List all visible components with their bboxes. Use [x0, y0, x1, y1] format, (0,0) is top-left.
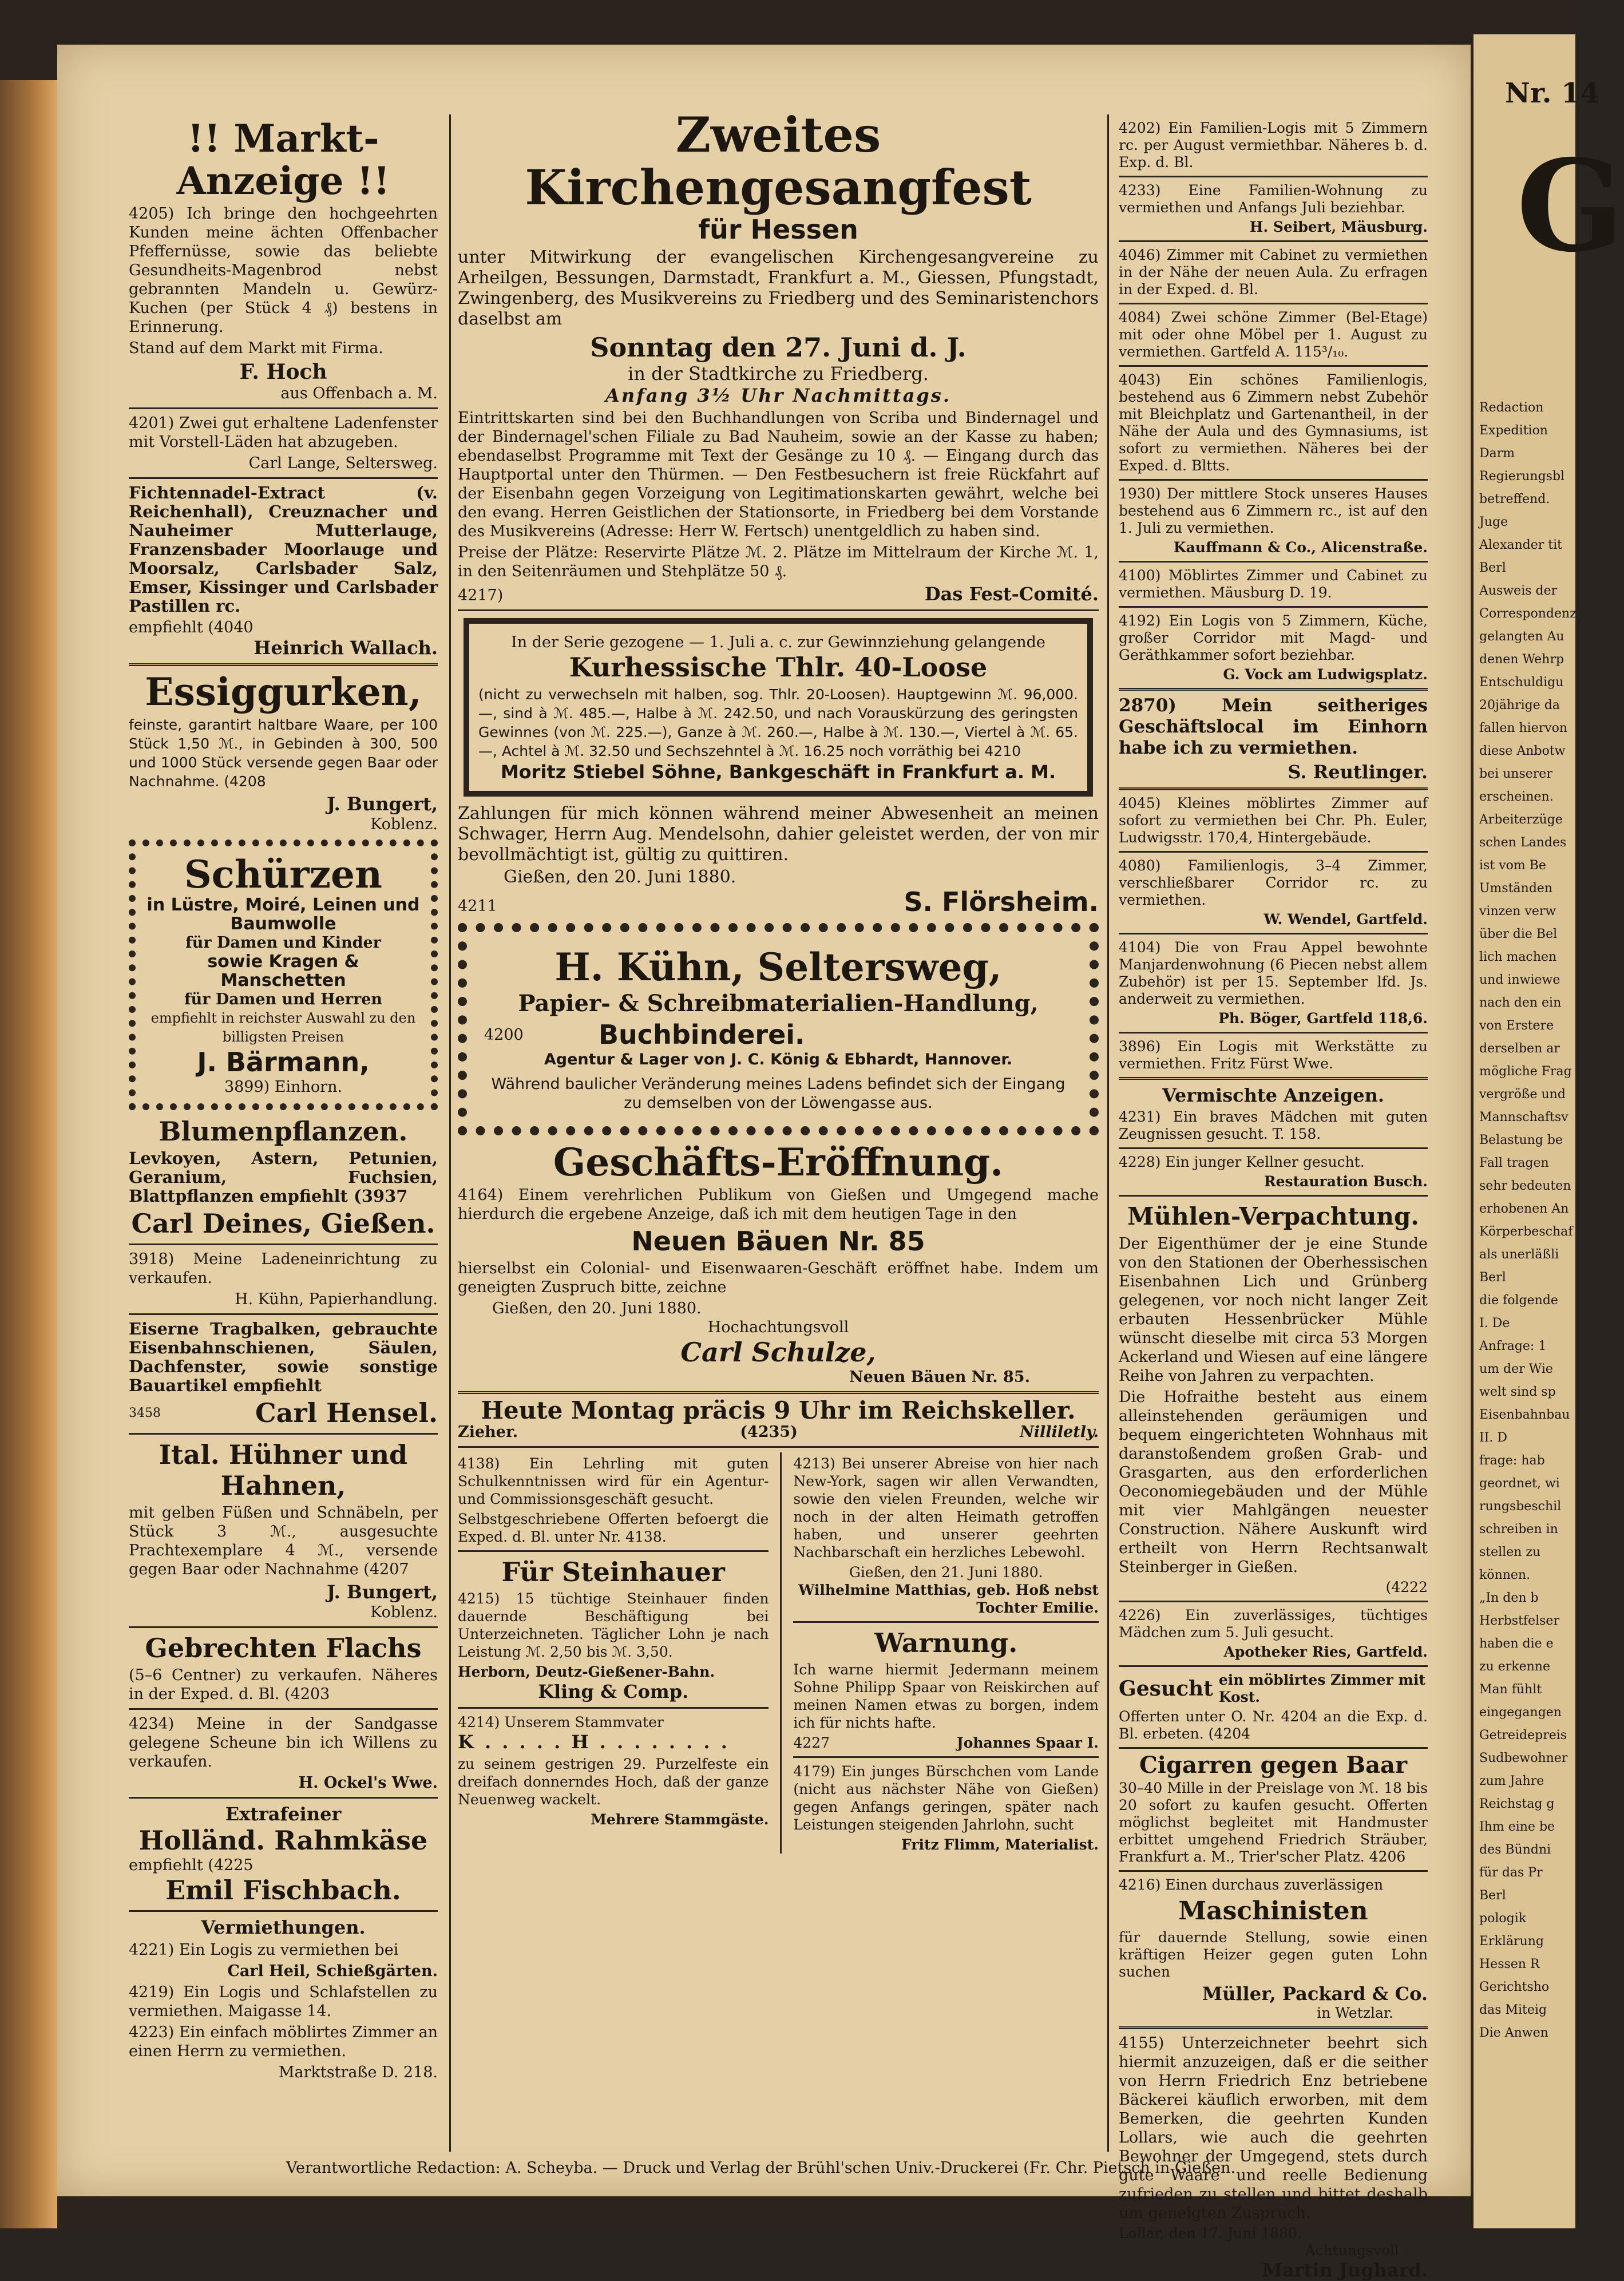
kirchengesangfest-title: Zweites Kirchengesangfest: [525, 106, 1032, 216]
ad-text: Agentur & Lager von J. C. König & Ebhardt, Hannover.: [544, 1051, 1013, 1068]
ad-text: ein möblirtes Zimmer mit Kost.: [1218, 1672, 1426, 1705]
adjacent-page-line: Erklärung: [1479, 1934, 1544, 1949]
divider: [1119, 240, 1428, 242]
adjacent-page-line: Mannschaftsv: [1479, 1110, 1568, 1124]
ad-text: Herborn, Deutz-Gießener-Bahn.: [458, 1664, 715, 1680]
ad-text: 2870) Mein seitheriges Geschäftslocal im Einhorn habe ich zu vermiethen.: [1119, 695, 1428, 758]
ad-text: 4216) Einen durchaus zuverlässigen: [1119, 1876, 1384, 1893]
divider: [129, 1433, 438, 1435]
ad-text: Achtungsvoll: [1305, 2242, 1399, 2259]
ad-signature: W. Wendel, Gartfeld.: [1263, 911, 1428, 928]
ad-text: 4045) Kleines möblirtes Zimmer auf sofort zu vermiethen bei Chr. Ph. Euler, Ludwigsstr. 170,4, Hintergebäude.: [1119, 795, 1428, 846]
divider: [458, 1391, 1099, 1394]
divider: [129, 663, 438, 666]
ad-number: (4235): [740, 1423, 798, 1441]
adjacent-page-line: schreiben in: [1479, 1522, 1558, 1536]
divider: [129, 1626, 438, 1628]
adjacent-page-line: lich machen: [1479, 950, 1557, 964]
ad-date: Gießen, den 20. Juni 1880.: [492, 1300, 702, 1317]
ad-signature: J. Bungert,: [326, 793, 438, 815]
ad-signature: H. Seibert, Mäusburg.: [1249, 219, 1428, 235]
adjacent-page-line: zu erkenne: [1479, 1660, 1550, 1674]
ad-text: 4084) Zwei schöne Zimmer (Bel-Etage) mit oder ohne Möbel per 1. August zu vermiethen. Gartfeld A. 115³/₁₀.: [1119, 309, 1428, 360]
ad-number: 3458: [129, 1405, 161, 1420]
ad-signature: Mehrere Stammgäste.: [591, 1811, 769, 1828]
ad-text: 4192) Ein Logis von 5 Zimmern, Küche, großer Corridor mit Magd- und Geräthkammer sofort beziehbar.: [1119, 612, 1428, 663]
adjacent-page-line: für das Pr: [1479, 1866, 1543, 1880]
adjacent-page-line: Alexander tit: [1479, 538, 1562, 552]
adjacent-page-line: frage: hab: [1479, 1454, 1545, 1468]
divider: [1119, 606, 1428, 608]
ad-text: empfiehlt (4225: [129, 1856, 253, 1874]
ad-signature: Moritz Stiebel Söhne, Bankgeschäft in Frankfurt a. M.: [500, 761, 1056, 783]
adjacent-page-line: um der Wie: [1479, 1362, 1553, 1376]
adjacent-page-line: nach den ein: [1479, 996, 1562, 1010]
ad-text: 4164) Einem verehrlichen Publikum von Gießen und Umgegend mache hierdurch die ergebene Anzeige, daß ich mit dem heutigen Tage in den: [458, 1186, 1099, 1223]
ad-place: 3899) Einhorn.: [224, 1078, 343, 1096]
column-1: [129, 117, 438, 2082]
ad-text: für Damen und Kinder: [185, 934, 381, 952]
divider: [1119, 787, 1428, 790]
adjacent-page-line: Anfrage: 1: [1479, 1339, 1547, 1353]
adjacent-page-line: Arbeiterzüge: [1479, 813, 1563, 827]
ad-text: 4104) Die von Frau Appel bewohnte Manjardenwohnung (6 Piecen nebst allem Zubehör) ist per 15. September lfd. Js. anderweit zu vermiethen.: [1119, 939, 1428, 1007]
ad-text: 4080) Familienlogis, 3–4 Zimmer, verschließbarer Corridor rc. zu vermiethen.: [1119, 857, 1428, 908]
ad-text: Fichtennadel-Extract (v. Reichenhall), Creuznacher und Nauheimer Mutterlauge, Franzensbader Moorlauge und Moorsalz, Carlsbader Salz, Emser, Kissinger und Carlsbader Pastillen rc.: [129, 483, 438, 616]
divider: [1119, 1747, 1428, 1749]
divider: [1119, 479, 1428, 481]
ad-signature: Johannes Spaar I.: [956, 1734, 1099, 1751]
ad-place: Marktstraße D. 218.: [278, 2064, 438, 2081]
ad-text: Zieher.: [458, 1423, 518, 1441]
ad-text: (5–6 Centner) zu verkaufen. Näheres in der Exped. d. Bl. (4203: [129, 1666, 438, 1703]
muehlen-title: Mühlen-Verpachtung.: [1127, 1202, 1419, 1230]
ad-text: Während baulicher Veränderung meines Ladens befindet sich der Eingang zu demselben von der Löwengasse aus.: [491, 1075, 1065, 1112]
adjacent-page-line: Hessen R: [1479, 1957, 1540, 1971]
ad-text: Offerten unter O. Nr. 4204 an die Exp. d. Bl. erbeten. (4204: [1119, 1708, 1428, 1742]
ad-text: (nicht zu verwechseln mit halben, sog. Thlr. 20-Loosen). Hauptgewinn ℳ. 96,000.—, sind à ℳ. 485.—, Halbe à ℳ. 242.50, und nach Vorauskürzung des geringsten Gewinnes (von ℳ. 225.—), Ganze à ℳ. 260.—, Halbe à ℳ. 130.—, Viertel à ℳ. 65.—, Achtel à ℳ. 32.50 und Sechszehntel à ℳ. 16.25 noch vorräthig bei 4210: [478, 686, 1078, 759]
vermischte-title: Vermischte Anzeigen.: [1162, 1084, 1385, 1106]
adjacent-page-line: Darm: [1479, 446, 1515, 461]
adjacent-page-line: II. D: [1479, 1431, 1508, 1445]
adjacent-page-line: Sudbewohner: [1479, 1751, 1568, 1765]
ad-signature: Wilhelmine Matthias, geb. Hoß nebst Tochter Emilie.: [798, 1582, 1099, 1616]
divider: [1119, 688, 1428, 691]
adjacent-page-line: Correspondenz: [1479, 607, 1577, 621]
book-spine-edge: [0, 80, 57, 2228]
adjacent-page-line: zum Jahre: [1479, 1774, 1544, 1788]
ad-text: 3918) Meine Ladeneinrichtung zu verkaufen.: [129, 1250, 438, 1287]
adjacent-page-line: Berl: [1479, 1888, 1506, 1903]
cigarren-title: Cigarren gegen Baar: [1139, 1752, 1408, 1779]
divider: [1119, 1147, 1428, 1149]
divider: [1119, 561, 1428, 563]
divider: [458, 609, 1099, 611]
adjacent-page-line: Juge: [1479, 515, 1508, 529]
divider: [129, 477, 438, 479]
kuehn-title: H. Kühn, Seltersweg,: [554, 945, 1002, 989]
ad-signature: S. Reutlinger.: [1288, 761, 1428, 783]
ad-date: Gießen, den 21. Juni 1880.: [849, 1564, 1043, 1581]
divider: [129, 1244, 438, 1245]
adjacent-page-number: Nr. 14: [1505, 77, 1599, 109]
adjacent-page-line: Umständen: [1479, 881, 1553, 896]
adjacent-page-line: Regierungsbl: [1479, 469, 1565, 484]
adjacent-page-line: vergröße und: [1479, 1087, 1566, 1102]
column-2-right: [793, 1452, 1099, 1854]
ad-text: empfiehlt in reichster Auswahl zu den billigsten Preisen: [150, 1010, 416, 1045]
ad-text: Eintrittskarten sind bei den Buchhandlungen von Scriba und Bindernagel und der Bindernagel'schen Filiale zu Bad Nauheim, sowie an der Kasse zu haben; ebendaselbst Programme mit Text der Gesänge zu 10 ₰. — Eingang durch das Hauptportal unter den Thürmen. — Den Festbesuchern ist freie Rückfahrt auf der Eisenbahn gegen Vorzeigung von Legitimationskarten gewährt, welche bei den evang. Herren Geistlichen der Stationsorte, in Friedberg bei dem Vorstande des Musikvereins (Adresse: Herr W. Fertsch) unentgeldlich zu haben sind.: [458, 409, 1099, 540]
ad-signature: Ph. Böger, Gartfeld 118,6.: [1218, 1010, 1428, 1027]
ad-text: Selbstgeschriebene Offerten befoergt die Exped. d. Bl. unter Nr. 4138.: [458, 1511, 769, 1545]
ad-text: feinste, garantirt haltbare Waare, per 100 Stück 1,50 ℳ., in Gebinden à 300, 500 und 1000 Stück versende gegen Baar oder Nachnahme. (4208: [129, 716, 438, 790]
ad-signature: Nilliletly.: [1020, 1423, 1099, 1441]
ad-text: 4046) Zimmer mit Cabinet zu vermiethen in der Nähe der neuen Aula. Zu erfragen in der Exped. d. Bl.: [1119, 247, 1428, 298]
ad-signature: Carl Heil, Schießgärten.: [227, 1962, 438, 1980]
ad-text: 4202) Ein Familien-Logis mit 5 Zimmern rc. per August vermiethbar. Näheres b. d. Exp. d. Bl.: [1119, 120, 1428, 171]
divider: [1119, 303, 1428, 304]
ad-place: Koblenz.: [370, 815, 438, 833]
adjacent-page-line: das Miteig: [1479, 2003, 1547, 2017]
ad-text: 4179) Ein junges Bürschchen vom Lande (nicht aus nächster Nähe von Gießen) gegen Anfangs geringen, später nach Leistungen steigenden Jahrlohn, sucht: [793, 1763, 1099, 1833]
ad-place: Neuen Bäuen Nr. 85.: [849, 1368, 1030, 1386]
ad-signature: Carl Deines, Gießen.: [131, 1208, 435, 1239]
adjacent-page-line: Berl: [1479, 1270, 1506, 1285]
ad-text: für Damen und Herren: [184, 991, 383, 1008]
ad-date: Lollar, den 17. Juni 1880.: [1119, 2225, 1302, 2242]
ad-signature: F. Hoch: [239, 360, 327, 384]
ad-number: 4211: [458, 897, 497, 915]
adjacent-page-line: diese Anbotw: [1479, 744, 1566, 758]
ad-text: 4100) Möblirtes Zimmer und Cabinet zu vermiethen. Mäusburg D. 19.: [1119, 567, 1428, 601]
ad-signature: Carl Lange, Seltersweg.: [248, 454, 438, 472]
divider: [129, 1910, 438, 1912]
ad-text: K . . . . . H . . . . . . . .: [458, 1731, 730, 1753]
adjacent-page-line: des Bündni: [1479, 1843, 1551, 1857]
adjacent-page-line: bei unserer: [1479, 767, 1552, 781]
divider: [129, 407, 438, 409]
adjacent-page-line: fallen hiervon: [1479, 721, 1568, 735]
adjacent-page-line: Redaction: [1479, 401, 1544, 415]
ad-text: 4155) Unterzeichneter beehrt sich hiermit anzuzeigen, daß er die seither von Herrn Friedrich Enz betriebene Bäckerei käuflich erworben, mit dem Bemerken, die geehrten Kunden Lollars, wie auch die geehrten Bewohner der Umgegend, stets durch gute Waare und reelle Bedienung zufrieden zu stellen und bittet deshalb um geneigten Zuspruch.: [1119, 2034, 1428, 2222]
ad-text: 1930) Der mittlere Stock unseres Hauses bestehend aus 6 Zimmern rc., ist auf den 1. Juli zu vermiethen.: [1119, 485, 1428, 536]
divider: [1119, 851, 1428, 853]
imprint-footer: Verantwortliche Redaction: A. Scheyba. — Druck und Verlag der Brühl'schen Univ.-Druckerei (Fr. Chr. Pietsch in Gießen.: [286, 2159, 1236, 2177]
divider: [1119, 176, 1428, 177]
ad-text: In der Serie gezogene — 1. Juli a. c. zur Gewinnziehung gelangende: [511, 633, 1045, 651]
ad-signature: S. Flörsheim.: [904, 886, 1099, 917]
divider: [458, 1550, 769, 1552]
ad-place: aus Offenbach a. M.: [280, 385, 438, 402]
adjacent-page-line: Reichstag g: [1479, 1797, 1555, 1811]
ad-text: Die Hofraithe besteht aus einem alleinstehenden geräumigen und bequem eingerichteten Wohnhaus mit daranstoßendem großen Grab- und Grasgarten, aus den erforderlichen Oeconomiegebäuden und der Mühle mit vier Mahlgängen neuester Construction. Nähere Auskunft wird ertheilt von Herrn Rechtsanwalt Steinberger in Gießen.: [1119, 1388, 1428, 1576]
adjacent-page-line: können.: [1479, 1568, 1531, 1582]
ad-text: zu seinem gestrigen 29. Purzelfeste ein dreifach donnerndes Hoch, daß der ganze Neuenweg wackelt.: [458, 1756, 769, 1808]
ad-signature: Kauffmann & Co., Alicenstraße.: [1173, 539, 1428, 556]
ad-text: Zahlungen für mich können während meiner Abwesenheit an meinen Schwager, Herrn Aug. Mendelsohn, dahier geleistet werden, der von mir bevollmächtigt ist, gültig zu quittiren.: [458, 803, 1099, 865]
divider: [129, 1708, 438, 1710]
rahmkaese-title: Holländ. Rahmkäse: [138, 1825, 428, 1856]
schuerzen-ad-frame: [129, 839, 438, 1110]
adjacent-page-line: als unerläßli: [1479, 1248, 1559, 1262]
loose-ad-box: [464, 618, 1093, 797]
ad-text: Preise der Plätze: Reservirte Plätze ℳ. 2. Plätze im Mittelraum der Kirche ℳ. 1, in den Seitenräumen und Stehplätze 50 ₰.: [458, 544, 1099, 580]
ad-text: Hochachtungsvoll: [707, 1318, 849, 1336]
ad-text: 4221) Ein Logis zu vermiethen bei: [129, 1941, 399, 1959]
ad-text: hierselbst ein Colonial- und Eisenwaaren-Geschäft eröffnet habe. Indem um geneigten Zuspruch bitte, zeichne: [458, 1260, 1099, 1296]
ad-text: 4215) 15 tüchtige Steinhauer finden dauernde Beschäftigung bei Unterzeichneten. Täglicher Lohn je nach Leistung ℳ. 2,50 bis ℳ. 3,50.: [458, 1590, 769, 1660]
column-2: [458, 106, 1099, 1854]
maschinisten-title: Maschinisten: [1178, 1896, 1368, 1926]
adjacent-page-line: rungsbeschil: [1479, 1499, 1562, 1514]
divider: [1119, 2026, 1428, 2029]
ad-text: 3896) Ein Logis mit Werkstätte zu vermiethen. Fritz Fürst Wwe.: [1119, 1038, 1428, 1072]
flachs-title: Gebrechten Flachs: [145, 1633, 422, 1664]
ad-signature: J. Bärmann,: [197, 1047, 370, 1078]
column-2-left: [458, 1452, 769, 1854]
adjacent-page-line: Fall tragen: [1479, 1156, 1549, 1170]
ad-text: Ich warne hiermit Jedermann meinem Sohne Philipp Spaar von Reiskirchen auf meinen Namen etwas zu borgen, indem ich für nichts hafte.: [793, 1661, 1099, 1731]
divider: [129, 1797, 438, 1799]
ad-signature: Restauration Busch.: [1263, 1173, 1428, 1190]
ad-signature: Das Fest-Comité.: [924, 583, 1099, 605]
adjacent-page-line: von Erstere: [1479, 1019, 1554, 1033]
adjacent-page-line: erscheinen.: [1479, 790, 1554, 804]
divider: [1119, 1870, 1428, 1872]
ad-number: (4222: [1385, 1579, 1428, 1595]
divider: [793, 1756, 1099, 1758]
adjacent-page-line: welt sind sp: [1479, 1385, 1556, 1399]
adjacent-page-line: gelangten Au: [1479, 629, 1564, 644]
ad-text: 4138) Ein Lehrling mit guten Schulkenntnissen wird für ein Agentur- und Commissionsgeschäft gesucht.: [458, 1455, 769, 1507]
adjacent-page-line: sehr bedeuten: [1479, 1179, 1571, 1193]
ad-text: Eiserne Tragbalken, gebrauchte Eisenbahnschienen, Säulen, Dachfenster, sowie sonstige Bauartikel empfiehlt: [129, 1319, 438, 1395]
kuehn-ad-frame: [458, 923, 1099, 1135]
markt-anzeige-title: !! Markt-Anzeige !!: [176, 116, 390, 203]
fest-place: in der Stadtkirche zu Friedberg.: [628, 363, 929, 385]
loose-title: Kurhessische Thlr. 40-Loose: [569, 652, 988, 683]
ad-text: 4234) Meine in der Sandgasse gelegene Scheune bin ich Willens zu verkaufen.: [129, 1715, 438, 1771]
adjacent-page-line: Die Anwen: [1479, 2026, 1548, 2040]
divider: [1119, 1077, 1428, 1080]
divider: [1119, 365, 1428, 367]
ad-address: Neuen Bäuen Nr. 85: [631, 1226, 925, 1257]
adjacent-page-line: denen Wehrp: [1479, 652, 1564, 667]
adjacent-page-line: und inwiewe: [1479, 973, 1560, 987]
adjacent-page-line: Berl: [1479, 561, 1506, 575]
kirchengesangfest-subtitle: für Hessen: [698, 214, 858, 245]
adjacent-page-line: über die Bel: [1479, 927, 1558, 941]
column-rule-1: [449, 114, 451, 2152]
divider: [129, 1313, 438, 1315]
ad-place: in Wetzlar.: [1317, 2005, 1393, 2021]
ad-text: 4219) Ein Logis und Schlafstellen zu vermiethen. Maigasse 14.: [129, 1983, 438, 2020]
ad-text: Extrafeiner: [225, 1803, 342, 1825]
ad-text: 4231) Ein braves Mädchen mit guten Zeugnissen gesucht. T. 158.: [1119, 1108, 1428, 1142]
ad-text: unter Mitwirkung der evangelischen Kirchengesangvereine zu Arheilgen, Bessungen, Darmstadt, Frankfurt a. M., Giessen, Pfungstadt, Zwingenberg, des Musikvereins zu Friedberg und des Seminaristenchors daselbst am: [458, 247, 1099, 329]
vermiethungen-title: Vermiethungen.: [201, 1916, 366, 1938]
adjacent-page-line: Ihm eine be: [1479, 1820, 1555, 1834]
ad-number: 4217): [458, 587, 504, 604]
essiggurken-title: Essiggurken,: [145, 670, 422, 714]
adjacent-page-line: 20jährige da: [1479, 698, 1560, 712]
adjacent-page-line: ist vom Be: [1479, 858, 1546, 873]
adjacent-page-line: eingegangen: [1479, 1705, 1562, 1720]
fest-time: Anfang 3½ Uhr Nachmittags.: [605, 385, 951, 406]
adjacent-page-line: stellen zu: [1479, 1545, 1541, 1559]
ad-signature: Müller, Packard & Co.: [1202, 1983, 1428, 2005]
adjacent-page-line: Man fühlt: [1479, 1682, 1542, 1697]
adjacent-page-line: „In den b: [1479, 1591, 1539, 1605]
adjacent-page-line: Eisenbahnbau: [1479, 1408, 1570, 1422]
ad-text: Der Eigenthümer der je eine Stunde von den Stationen der Oberhessischen Eisenbahnen Lich und Grünberg gelegenen, vor noch nicht langer Zeit erbauten Hessenbrücker Mühle wünscht dieselbe mit circa 53 Morgen Ackerland und Wiesen auf eine längere Reihe von Jahren zu verpachten.: [1119, 1235, 1428, 1385]
ad-text: 4233) Eine Familien-Wohnung zu vermiethen und Anfangs Juli beziehbar.: [1119, 182, 1428, 216]
ad-signature: H. Kühn, Papierhandlung.: [235, 1290, 438, 1308]
adjacent-page-line: schen Landes: [1479, 835, 1567, 850]
column-rule-2: [1107, 114, 1109, 2152]
ad-text: 4226) Ein zuverlässiges, tüchtiges Mädchen zum 5. Juli gesucht.: [1119, 1607, 1428, 1641]
adjacent-page-line: haben die e: [1479, 1637, 1554, 1651]
adjacent-page-line: Ausweis der: [1479, 584, 1558, 598]
ad-signature: G. Vock am Ludwigsplatz.: [1223, 666, 1428, 683]
ad-signature: Martin Jughard.: [1262, 2259, 1428, 2281]
ad-place: Koblenz.: [370, 1603, 438, 1621]
ad-text: Papier- & Schreibmaterialien-Handlung,: [518, 990, 1039, 1017]
adjacent-page-line: die folgende: [1479, 1293, 1558, 1308]
schuerzen-title: Schürzen: [184, 852, 383, 897]
adjacent-page-line: Entschuldigu: [1479, 675, 1564, 690]
ad-text: mit gelben Füßen und Schnäbeln, per Stück 3 ℳ., ausgesuchte Prachtexemplare 4 ℳ., versende gegen Baar oder Nachnahme (4207: [129, 1504, 438, 1578]
inner-rule: [780, 1452, 782, 1854]
gesucht-title: Gesucht: [1119, 1677, 1213, 1701]
ad-signature: J. Bungert,: [326, 1581, 438, 1603]
ad-signature: Fritz Flimm, Materialist.: [901, 1836, 1099, 1853]
warnung-title: Warnung.: [874, 1627, 1018, 1658]
adjacent-page-line: Expedition: [1479, 423, 1548, 438]
ad-text: 30–40 Mille in der Preislage von ℳ. 18 bis 20 sofort zu kaufen gesucht. Offerten möglichst begleitet mit Handmuster erbittet umgehend Friedrich Sträuber, Frankfurt a. M., Trier'scher Platz. 4206: [1119, 1780, 1428, 1865]
adjacent-page-line: derselben ar: [1479, 1042, 1560, 1056]
divider: [1119, 1032, 1428, 1033]
ad-text: 4043) Ein schönes Familienlogis, bestehend aus 6 Zimmern nebst Zubehör mit Bleichplatz und Gartenantheil, in der Nähe der Aula und des Gymnasiums, ist sofort zu vermiethen. Näheres bei der Exped. d. Bltts.: [1119, 371, 1428, 474]
divider: [1119, 933, 1428, 934]
adjacent-page-line: betreffend.: [1479, 492, 1550, 506]
masthead-letter-fragment: G: [1516, 132, 1624, 280]
ad-text: 4213) Bei unserer Abreise von hier nach New-York, sagen wir allen Verwandten, sowie den vielen Freunden, welche wir noch in der alten Heimath getroffen haben, und unserer geehrten Nachbarschaft ein herzliches Lebewohl.: [793, 1455, 1099, 1561]
ad-signature: Kling & Comp.: [538, 1681, 689, 1702]
adjacent-page-line: Herbstfelser: [1479, 1614, 1559, 1628]
adjacent-page-line: mögliche Frag: [1479, 1064, 1572, 1079]
ad-number: 4200: [484, 1025, 524, 1044]
ad-text: 4205) Ich bringe den hochgeehrten Kunden meine ächten Offenbacher Pfeffernüsse, sowie das beliebte Gesundheits-Magenbrod nebst gebrannten Mandeln u. Gewürz-Kuchen (per Stück 4 ₰) bestens in Erinnerung.: [129, 205, 438, 336]
blumenpflanzen-title: Blumenpflanzen.: [159, 1116, 408, 1147]
adjacent-page-line: Belastung be: [1479, 1133, 1563, 1147]
steinhauer-title: Für Steinhauer: [501, 1557, 725, 1587]
adjacent-page-line: erhobenen An: [1479, 1202, 1569, 1216]
ad-signature: Heinrich Wallach.: [253, 637, 438, 659]
ad-text: 4214) Unserem Stammvater: [458, 1714, 664, 1730]
adjacent-page-line: Gerichtsho: [1479, 1980, 1550, 1994]
divider: [1119, 1195, 1428, 1197]
column-3: [1119, 117, 1428, 2281]
ad-text: Buchbinderei.: [599, 1019, 805, 1050]
ad-text: 4223) Ein einfach möblirtes Zimmer an einen Herrn zu vermiethen.: [129, 2023, 438, 2060]
ad-signature: Carl Schulze,: [680, 1337, 876, 1368]
ad-text: Levkoyen, Astern, Petunien, Geranium, Fuchsien, Blattpflanzen empfiehlt (3937: [129, 1149, 438, 1206]
divider: [458, 1446, 1099, 1448]
divider: [1119, 1665, 1428, 1667]
ad-text: für dauernde Stellung, sowie einen kräftigen Heizer gegen guten Lohn suchen: [1119, 1929, 1428, 1980]
divider: [793, 1621, 1099, 1623]
adjacent-page-line: pologik: [1479, 1911, 1527, 1926]
ad-signature: Apotheker Ries, Gartfeld.: [1223, 1644, 1428, 1660]
adjacent-page-line: geordnet, wi: [1479, 1476, 1560, 1491]
ad-text: in Lüstre, Moiré, Leinen und Baumwolle: [146, 895, 420, 934]
divider: [1119, 1601, 1428, 1602]
geschaefts-eroeffnung-title: Geschäfts-Eröffnung.: [553, 1140, 1004, 1185]
ad-text: sowie Kragen & Manschetten: [207, 952, 359, 991]
adjacent-page-line: vinzen verw: [1479, 904, 1556, 918]
ad-text: empfiehlt (4040: [129, 619, 253, 636]
ad-text: 4201) Zwei gut erhaltene Ladenfenster mit Vorstell-Läden hat abzugeben.: [129, 414, 438, 451]
ad-signature: H. Ockel's Wwe.: [298, 1774, 438, 1792]
adjacent-page-line: Körperbeschaf: [1479, 1225, 1573, 1239]
ad-signature: Carl Hensel.: [255, 1397, 438, 1428]
reichskeller-title: Heute Montag präcis 9 Uhr im Reichskeller.: [481, 1396, 1076, 1424]
adjacent-page-line: I. De: [1479, 1316, 1510, 1330]
ad-number: 4227: [793, 1734, 830, 1751]
fest-date: Sonntag den 27. Juni d. J.: [590, 332, 967, 363]
ad-text: Stand auf dem Markt mit Firma.: [129, 339, 383, 357]
adjacent-page-line: Getreidepreis: [1479, 1728, 1567, 1743]
huehner-title: Ital. Hühner und Hahnen,: [159, 1439, 408, 1501]
ad-date: Gießen, den 20. Juni 1880.: [504, 867, 736, 887]
ad-signature: Emil Fischbach.: [165, 1875, 401, 1906]
divider: [458, 1707, 769, 1709]
ad-text: 4228) Ein junger Kellner gesucht.: [1119, 1154, 1365, 1170]
